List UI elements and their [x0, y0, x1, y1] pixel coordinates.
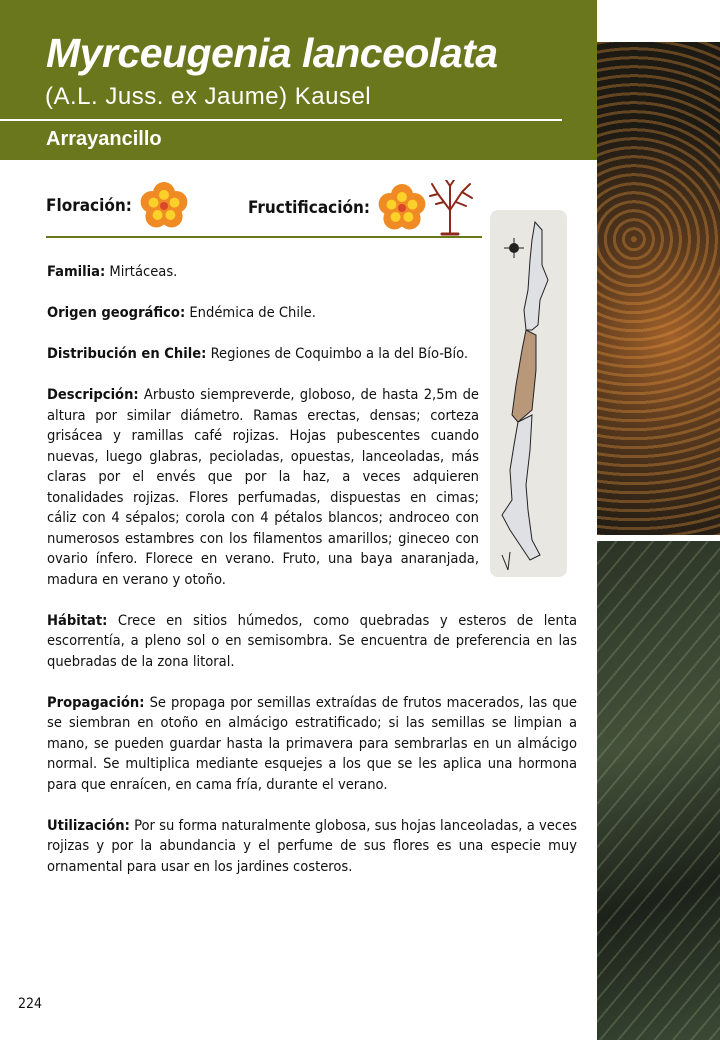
section-label: Hábitat:: [47, 611, 108, 629]
author-citation: (A.L. Juss. ex Jaume) Kausel: [45, 83, 372, 110]
fruiting-label: Fructificación:: [248, 198, 370, 218]
flowering-label: Floración:: [46, 196, 132, 216]
section-text: Endémica de Chile.: [185, 304, 316, 321]
divider: [46, 236, 482, 238]
section-descripcion: [47, 385, 479, 590]
section-text: Arbusto siempreverde, globoso, de hasta 2,5m de altura por similar diámetro. Ramas erectas, densas; corteza grisácea y ramillas café rojizas. Hojas pubescentes cuando nuevas, luego glabras, pecioladas, opuestas, lanceoladas, más claras por el envés que por la haz, a veces adquieren tonalidades rojizas. Flores perfumadas, dispuestas en cimas; cáliz con 4 sépalos; corola con 4 pétalos blancos; androceo con numerosos estambres con los filamentos amarillos; gineceo con ovario ínfero. Florece en verano. Fruto, una baya anaranjada, madura en verano y otoño.: [47, 386, 479, 588]
section-text: Se propaga por semillas extraídas de frutos macerados, las que se siembran en otoño en almácigo estratificado; si las semillas se limpian a mano, se pueden guardar hasta la primavera para sembrarlas en un almácigo normal. Se multiplica mediante esquejes a los que se les aplica una hormona para que enraícen, en cama fría, durante el verano.: [47, 693, 577, 793]
fruiting: [248, 180, 474, 236]
section-label: Origen geográfico:: [47, 304, 186, 321]
page-number: 224: [18, 996, 43, 1012]
divider: [0, 119, 562, 121]
common-name: Arrayancillo: [46, 128, 162, 150]
section-propagacion: [47, 693, 577, 796]
photo-strip: [597, 42, 720, 1040]
section-habitat: [47, 611, 577, 673]
section-distribucion: [47, 344, 479, 365]
section-label: Propagación:: [47, 693, 145, 711]
species-description: [47, 262, 577, 898]
bare-tree-icon: [426, 180, 474, 236]
flower-icon: [376, 182, 428, 234]
compass-icon: [504, 238, 524, 258]
section-label: Descripción:: [47, 386, 139, 403]
scientific-name: Myrceugenia lanceolata: [46, 30, 498, 76]
section-familia: [47, 262, 479, 283]
section-text: Por su forma naturalmente globosa, sus hojas lanceoladas, a veces rojizas y por la abundancia y el perfume de sus flores es una especie muy ornamental para usar en los jardines costeros.: [47, 816, 577, 875]
section-utilizacion: [47, 816, 577, 878]
section-text: Regiones de Coquimbo a la del Bío-Bío.: [206, 345, 469, 362]
section-text: Mirtáceas.: [105, 263, 178, 280]
section-label: Utilización:: [47, 816, 130, 834]
section-text: Crece en sitios húmedos, como quebradas y esteros de lenta escorrentía, a pleno sol o en semisombra. Se encuentra de preferencia en las quebradas de la zona litoral.: [47, 611, 577, 670]
section-label: Distribución en Chile:: [47, 345, 207, 362]
section-origen: [47, 303, 479, 324]
header-band: [0, 0, 597, 160]
flowering: [46, 180, 190, 232]
leaves-photo: [597, 541, 720, 1040]
section-label: Familia:: [47, 263, 106, 280]
flowers-photo: [597, 42, 720, 535]
flower-icon: [138, 180, 190, 232]
